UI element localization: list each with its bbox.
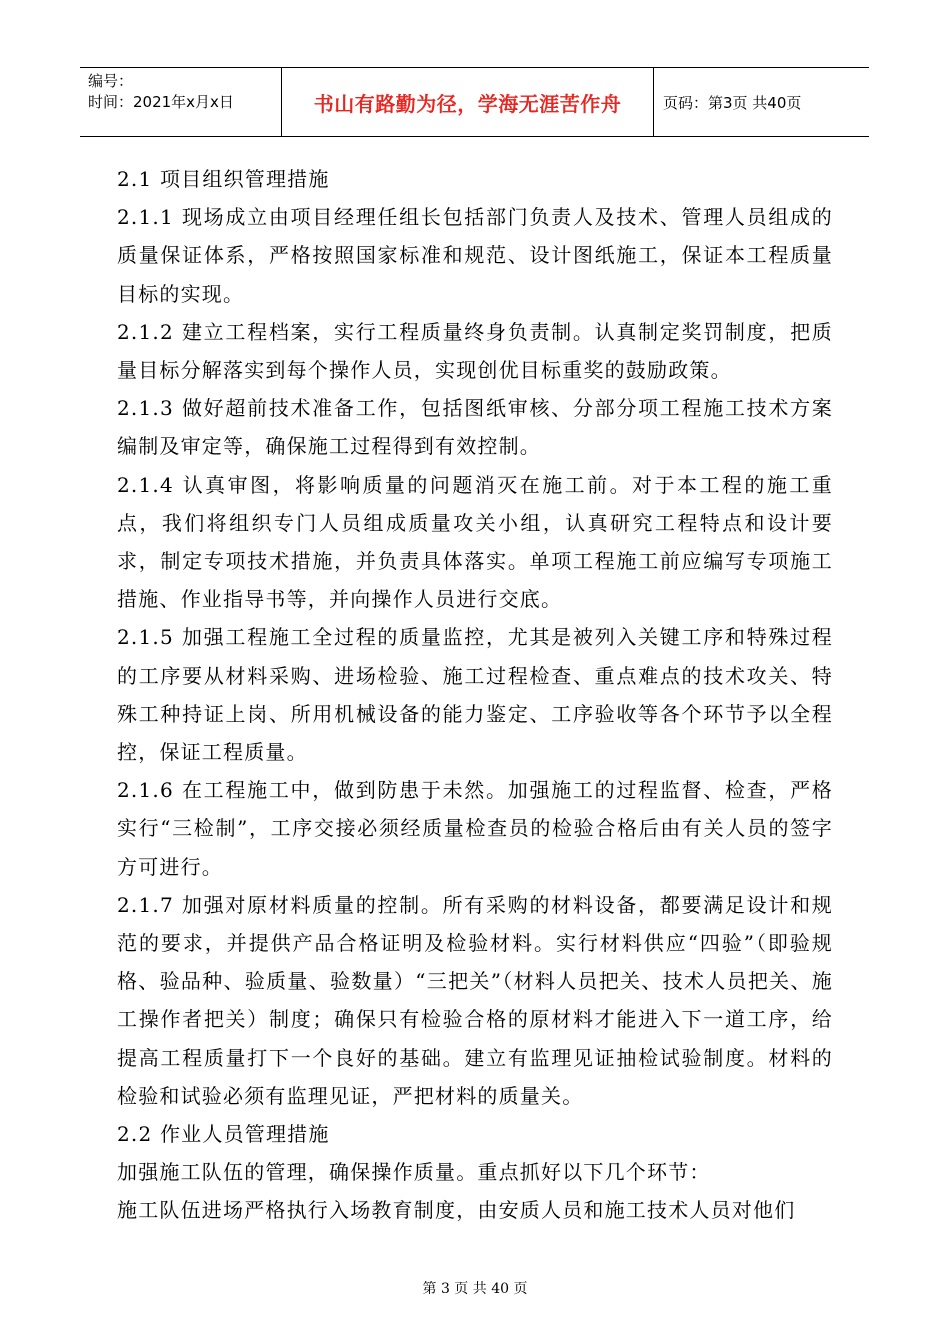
paragraph: 2.1.1 现场成立由项目经理任组长包括部门负责人及技术、管理人员组成的质量保证体系，严格按照国家标准和规范、设计图纸施工，保证本工程质量目标的实现。	[117, 205, 833, 306]
header-meta-cell	[80, 68, 282, 136]
motto-text: 书山有路勤为径，学海无涯苦作舟	[313, 91, 622, 116]
header-page-cell	[654, 68, 869, 136]
paragraph: 2.1.7 加强对原材料质量的控制。所有采购的材料设备，都要满足设计和规范的要求，并提供产品合格证明及检验材料。实行材料供应“四验”（即验规格、验品种、验质量、验数量）“三把关”（材料人员把关、技术人员把关、施工操作者把关）制度；确保只有检验合格的原材料才能进入下一道工序，给提高工程质量打下一个良好的基础。建立有监理见证抽检试验制度。材料的检验和试验必须有监理见证，严把材料的质量关。	[117, 892, 833, 1108]
paragraph: 2.1.5 加强工程施工全过程的质量监控，尤其是被列入关键工序和特殊过程的工序要从材料采购、进场检验、施工过程检查、重点难点的技术攻关、特殊工种持证上岗、所用机械设备的能力鉴定、工序验收等各个环节予以全程控，保证工程质量。	[117, 625, 833, 765]
paragraph: 加强施工队伍的管理，确保操作质量。重点抓好以下几个环节：	[117, 1160, 711, 1185]
paragraph: 2.1.2 建立工程档案，实行工程质量终身负责制。认真制定奖罚制度，把质量目标分解落实到每个操作人员，实现创优目标重奖的鼓励政策。	[117, 319, 833, 383]
number-label: 编号：	[88, 72, 134, 90]
paragraph: 2.1.4 认真审图，将影响质量的问题消灭在施工前。对于本工程的施工重点，我们将组织专门人员组成质量攻关小组，认真研究工程特点和设计要求，制定专项技术措施，并负责具体落实。单项工程施工前应编写专项施工措施、作业指导书等，并向操作人员进行交底。	[117, 472, 833, 612]
page-footer: 第 3 页 共 40 页	[422, 1281, 528, 1297]
paragraph: 施工队伍进场严格执行入场教育制度，由安质人员和施工技术人员对他们	[117, 1198, 796, 1223]
section-heading: 2.2 作业人员管理措施	[117, 1122, 330, 1147]
time-label: 时间：2021年x月x日	[88, 93, 234, 111]
paragraph: 2.1.3 做好超前技术准备工作，包括图纸审核、分部分项工程施工技术方案编制及审定等，确保施工过程得到有效控制。	[117, 396, 833, 459]
section-heading: 2.1 项目组织管理措施	[117, 167, 330, 191]
paragraph: 2.1.6 在工程施工中，做到防患于未然。加强施工的过程监督、检查，严格实行“三检制”，工序交接必须经质量检查员的检验合格后由有关人员的签字方可进行。	[117, 778, 833, 879]
page-header	[80, 67, 869, 137]
header-motto-cell	[282, 68, 654, 136]
page-number-label: 页码：第3页 共40页	[663, 93, 802, 112]
document-body	[117, 160, 833, 1230]
